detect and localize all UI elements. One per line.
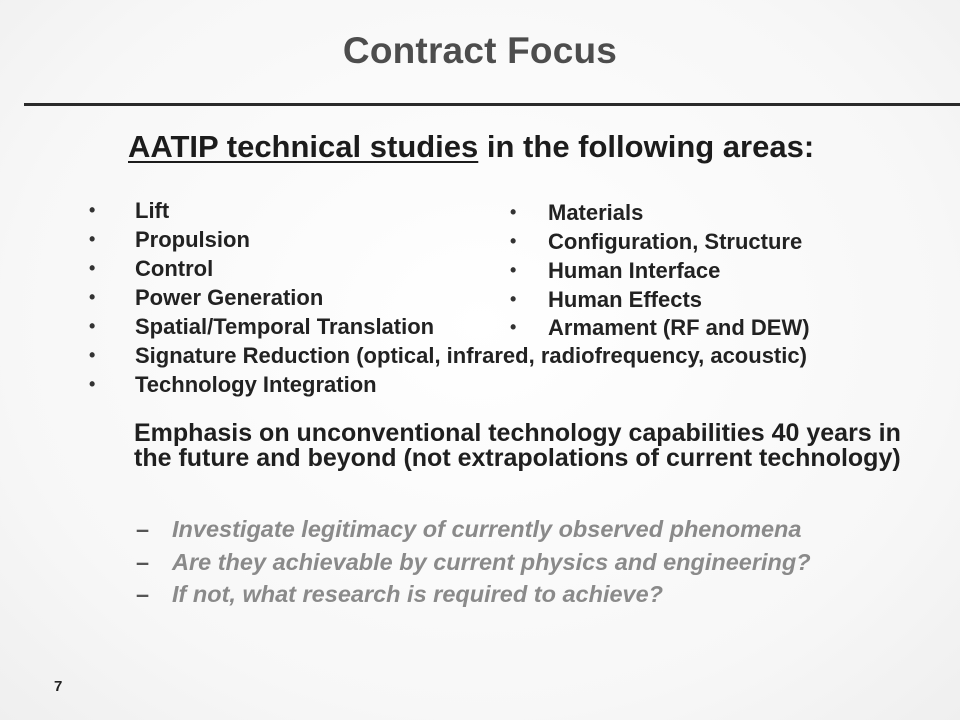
sub-item-text: Are they achievable by current physics and engineering? (172, 549, 811, 575)
sub-item (136, 513, 801, 546)
slide-subtitle (128, 129, 814, 165)
emphasis-paragraph: Emphasis on unconventional technology capabilities 40 years in the future and beyond (not extrapolations of current technology) (134, 419, 901, 472)
subtitle-rest-text: in the following areas: (478, 129, 815, 164)
page-number: 7 (54, 678, 63, 695)
sub-item (136, 546, 811, 579)
bullet-dot: • (89, 374, 96, 394)
bullet-dot: • (510, 202, 517, 222)
bullet-dot: • (89, 229, 96, 249)
bullet-item-lift: Lift (135, 198, 170, 223)
bullet-item-propulsion: Propulsion (135, 227, 250, 252)
bullet-item-human-interface: Human Interface (548, 258, 721, 283)
bullet-item-spatial-temporal-translation: Spatial/Temporal Translation (135, 314, 435, 339)
bullet-item-technology-integration: Technology Integration (135, 372, 377, 397)
sub-item (136, 578, 663, 611)
subtitle-underlined-text: AATIP technical studies (128, 129, 479, 164)
dash-marker: – (136, 549, 150, 575)
bullet-dot: • (89, 345, 96, 365)
bullet-item-signature-reduction: Signature Reduction (optical, infrared, radiofrequency, acoustic) (135, 343, 807, 368)
bullet-dot: • (89, 287, 96, 307)
bullet-item-power-generation: Power Generation (135, 285, 324, 310)
dash-marker: – (136, 581, 150, 607)
bullet-item-configuration-structure: Configuration, Structure (548, 229, 803, 254)
bullet-item-human-effects: Human Effects (548, 287, 703, 312)
bullet-dot: • (89, 316, 96, 336)
bullet-item-control: Control (135, 256, 214, 281)
title-divider (24, 103, 960, 106)
slide-title: Contract Focus (342, 30, 618, 71)
bullet-dot: • (510, 260, 517, 280)
bullet-dot: • (510, 231, 517, 251)
dash-marker: – (136, 516, 150, 542)
sub-item-text: If not, what research is required to achieve? (172, 581, 664, 607)
bullet-item-armament: Armament (RF and DEW) (548, 315, 810, 340)
sub-item-text: Investigate legitimacy of currently observed phenomena (172, 516, 802, 542)
bullet-dot: • (89, 258, 96, 278)
bullet-dot: • (510, 289, 517, 309)
bullet-item-materials: Materials (548, 200, 644, 225)
bullet-dot: • (89, 200, 96, 220)
bullet-dot: • (510, 317, 517, 337)
